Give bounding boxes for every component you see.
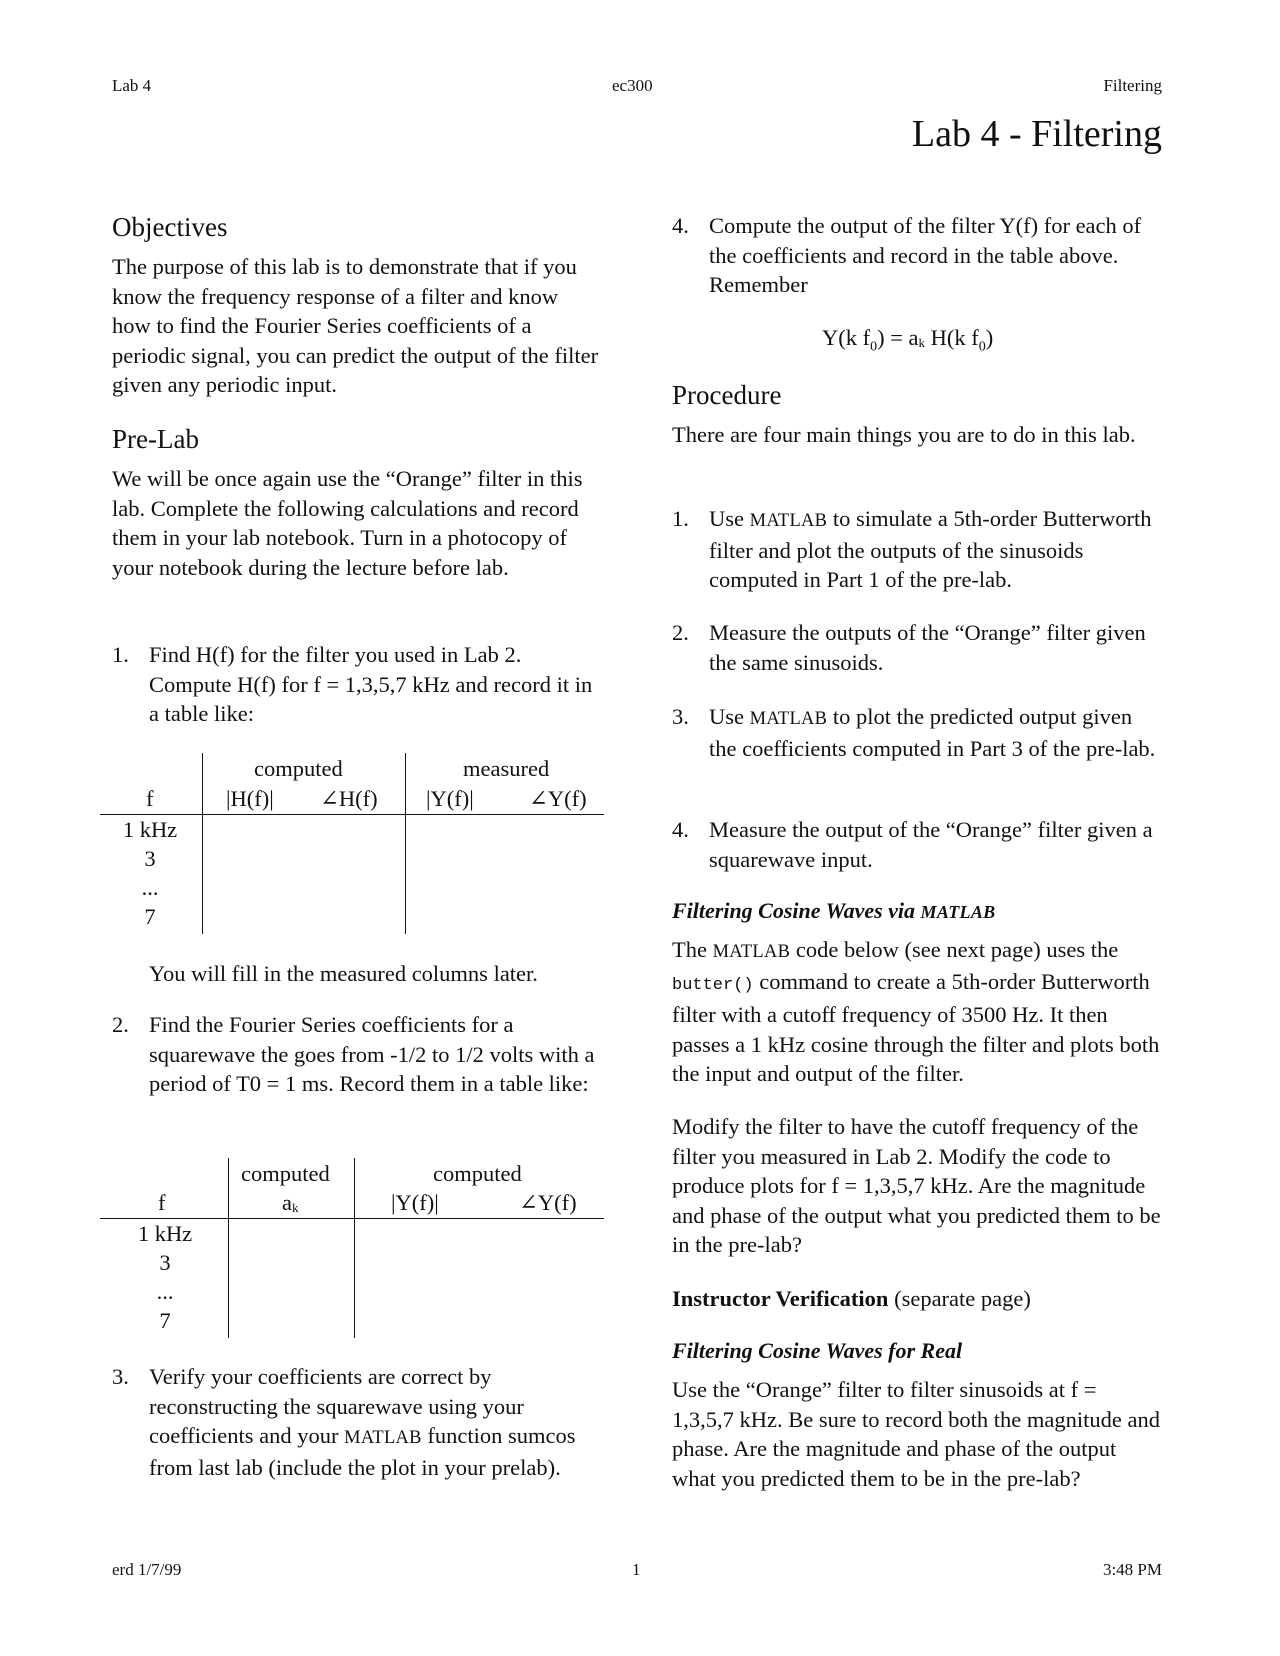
procedure-intro: There are four main things you are to do in this lab. (672, 422, 1136, 447)
ak-subscript: k (292, 1200, 299, 1215)
table1-col-f: f (146, 786, 154, 811)
real-section-text: Use the “Orange” filter to filter sinusoids at f = 1,3,5,7 kHz. Be sure to record both the magnitude and phase. Are the magnitude and phase of the output what you predicted them to be in the pre-lab? (672, 1377, 1161, 1491)
item-number: 3. (112, 1364, 129, 1389)
item-number: 2. (672, 620, 689, 645)
item-number: 1. (672, 506, 689, 531)
table2-divider-2 (354, 1158, 355, 1338)
header-left: Lab 4 (112, 76, 152, 95)
table1-col-ymag: |Y(f)| (426, 786, 474, 811)
item-text: Use MATLAB to plot the predicted output given the coefficients computed in Part 3 of the pre-lab. (709, 704, 1156, 761)
table1-col-hmag: |H(f)| (226, 786, 274, 811)
prelab-item-4 (672, 211, 1160, 300)
table1-col-hang: ∠H(f) (320, 786, 378, 811)
item-text: Find the Fourier Series coefficients for a squarewave the goes from -1/2 to 1/2 volts with a period of T0 = 1 ms. Record them in a table like: (149, 1012, 595, 1096)
matlab-section-text: The MATLAB code below (see next page) uses the butter() command to create a 5th-order Butterworth filter with a cutoff frequency of 3500 Hz. It then passes a 1 kHz cosine through the filter and plots both the input and output of the filter. (672, 937, 1160, 1086)
table1-group-computed: computed (254, 756, 343, 781)
header-right: Filtering (1103, 76, 1162, 95)
table-row: 7 (159, 1308, 171, 1333)
matlab-section-heading: Filtering Cosine Waves via MATLAB (672, 898, 996, 923)
fill-note: You will fill in the measured columns later. (149, 961, 538, 986)
table2-header-rule (100, 1218, 604, 1219)
header-center: ec300 (612, 76, 653, 95)
ak-symbol: a (282, 1190, 292, 1215)
table-row: 3 (159, 1250, 171, 1275)
table1-group-measured: measured (463, 756, 550, 781)
table-row: ... (141, 875, 159, 900)
item-number: 4. (672, 817, 689, 842)
footer-left: erd 1/7/99 (112, 1560, 182, 1579)
procedure-item-2 (672, 618, 1160, 677)
item-text: Measure the output of the “Orange” filter given a squarewave input. (709, 817, 1153, 872)
item-number: 1. (112, 642, 129, 667)
item-number: 2. (112, 1012, 129, 1037)
real-section-heading: Filtering Cosine Waves for Real (672, 1338, 963, 1363)
footer-right: 3:48 PM (1102, 1560, 1162, 1579)
table1-divider-2 (405, 753, 406, 934)
table-row: ... (156, 1279, 174, 1304)
procedure-heading: Procedure (672, 380, 782, 410)
matlab-section-text-2: Modify the filter to have the cutoff frequency of the filter you measured in Lab 2. Modify the code to produce plots for f = 1,3,5,7 kHz. Are the magnitude and phase of the output what you predicted them to be in the pre-lab? (672, 1114, 1161, 1257)
instructor-verification: Instructor Verification (separate page) (672, 1286, 1031, 1311)
item-text: Verify your coefficients are correct by reconstructing the squarewave using your coefficients and your MATLAB function sumcos from last lab (include the plot in your prelab). (149, 1364, 576, 1480)
prelab-intro: We will be once again use the “Orange” filter in this lab. Complete the following calculations and record them in your lab notebook. Turn in a photocopy of your notebook during the lecture before lab. (112, 466, 583, 580)
item-text: Find H(f) for the filter you used in Lab 2. Compute H(f) for f = 1,3,5,7 kHz and record it in a table like: (149, 642, 593, 726)
table1-divider-1 (202, 753, 203, 934)
item-text: Use MATLAB to simulate a 5th-order Butterworth filter and plot the outputs of the sinusoids computed in Part 1 of the pre-lab. (709, 506, 1152, 592)
table2-col-ymag: |Y(f)| (391, 1190, 439, 1215)
table2-col-yang: ∠Y(f) (519, 1190, 577, 1215)
table-row: 3 (144, 846, 156, 871)
prelab-item-2 (112, 1010, 600, 1099)
item-number: 4. (672, 213, 689, 238)
table-row: 1 kHz (122, 817, 178, 842)
objectives-heading: Objectives (112, 212, 228, 242)
equation: Y(k $f_0$) = ak H(k $f_0$) (822, 325, 994, 355)
prelab-item-3 (112, 1362, 600, 1482)
prelab-heading: Pre-Lab (112, 424, 199, 454)
procedure-item-3 (672, 702, 1160, 763)
item-text: Compute the output of the filter Y(f) for each of the coefficients and record in the table above. Remember (709, 213, 1142, 297)
table2-group-computed-2: computed (433, 1161, 522, 1186)
table1-header-rule (100, 814, 604, 815)
objectives-text: The purpose of this lab is to demonstrate that if you know the frequency response of a filter and know how to find the Fourier Series coefficients of a periodic signal, you can predict the output of the filter given any periodic input. (112, 254, 599, 397)
table-row: 1 kHz (137, 1221, 193, 1246)
table2-divider-1 (228, 1158, 229, 1338)
prelab-item-1 (112, 640, 600, 729)
page-number: 1 (632, 1560, 641, 1579)
table2-group-computed-1: computed (241, 1161, 330, 1186)
page-title: Lab 4 - Filtering (911, 113, 1162, 155)
table2-col-f: f (158, 1190, 166, 1215)
item-number: 3. (672, 704, 689, 729)
table1-col-yang: ∠Y(f) (529, 786, 587, 811)
procedure-item-4 (672, 815, 1160, 874)
table-row: 7 (144, 904, 156, 929)
procedure-item-1 (672, 504, 1160, 595)
item-text: Measure the outputs of the “Orange” filter given the same sinusoids. (709, 620, 1146, 675)
butter-code: butter() (672, 975, 754, 995)
